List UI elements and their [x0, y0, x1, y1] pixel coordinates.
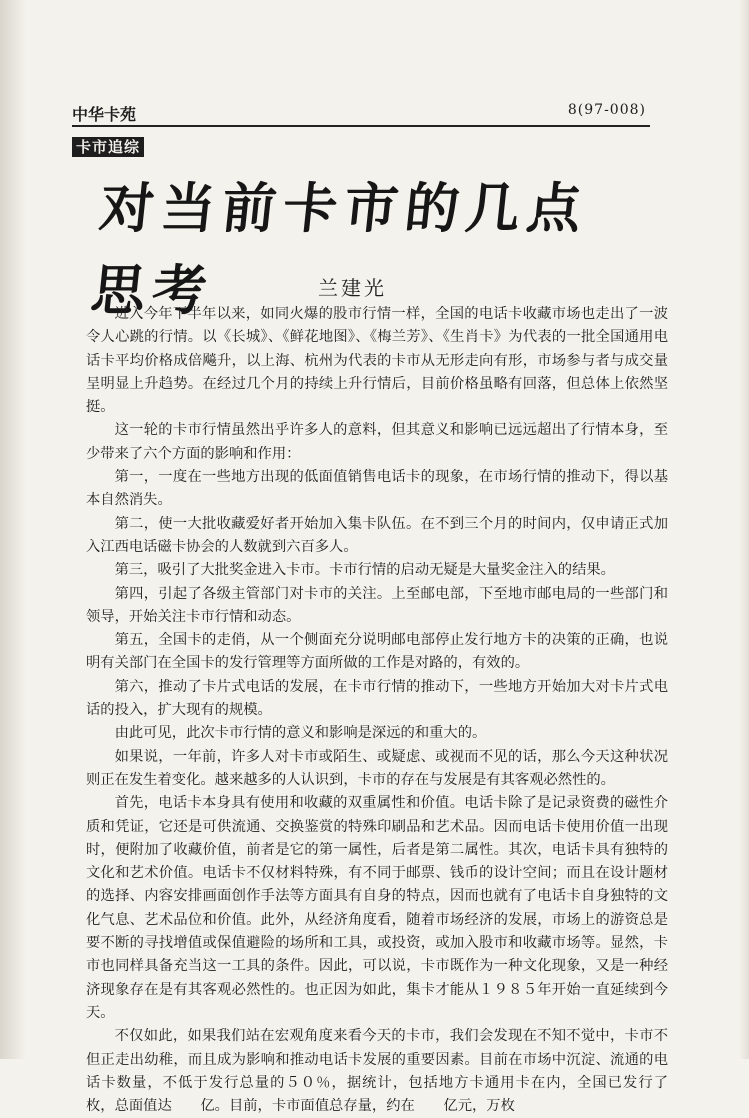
paragraph: 由此可见，此次卡市行情的意义和影响是深远的和重大的。 — [114, 725, 487, 742]
paragraph: 第五，全国卡的走俏，从一个侧面充分说明邮电部停止发行地方卡的决策的正确，也说明有关部门在全国卡的发行管理等方面所做的工作是对路的，有效的。 — [86, 632, 668, 672]
masthead — [72, 102, 652, 124]
article-author: 兰建光 — [318, 276, 387, 300]
paragraph: 第三，吸引了大批奖金进入卡市。卡市行情的启动无疑是大量奖金注入的结果。 — [114, 562, 615, 579]
page-edge-shadow — [0, 0, 26, 1059]
paragraph: 如果说，一年前，许多人对卡市或陌生、或疑虑、或视而不见的话，那么今天这种状况则正在发生着变化。越来越多的人认识到，卡市的存在与发展是有其客观必然性的。 — [86, 748, 668, 788]
paragraph: 不仅如此，如果我们站在宏观角度来看今天的卡市，我们会发现在不知不觉中，卡市不但正走出幼稚，而且成为影响和推动电话卡发展的重要因素。目前在市场中沉淀、流通的电话卡数量，不低于发行总量的５０％，据统计，包括地方卡通用卡在内，全国已发行了 枚，总面值达 亿。目前，卡市面值总存量，约在 亿元，万枚 — [86, 1028, 697, 1115]
header-rule — [72, 125, 650, 127]
article-title: 对当前卡市的几点思考 — [88, 177, 592, 322]
page-edge-shadow-right — [739, 0, 749, 1059]
paragraph: 第六，推动了卡片式电话的发展，在卡市行情的推动下，一些地方开始加大对卡片式电话的投入，扩大现有的规模。 — [86, 678, 668, 719]
paragraph: 第二，使一大批收藏爱好者开始加入集卡队伍。在不到三个月的时间内，仅申请正式加入江西电话磁卡协会的人数就到六百多人。 — [86, 515, 668, 555]
paragraph: 进入今年下半年以来，如同火爆的股市行情一样，全国的电话卡收藏市场也走出了一波令人心跳的行情。以《长城》、《鲜花地图》、《梅兰芳》、《生肖卡》为代表的一批全国通用电话卡平均价格成倍飚升，以上海、杭州为代表的卡市从无形走向有形，市场参与者与成交量呈明显上升趋势。在经过几个月的持续上升行情后，目前价格虽略有回落，但总体上依然坚挺。 — [86, 306, 668, 416]
issue-code: 8(97-008) — [567, 102, 646, 118]
section-tag: 卡市追综 — [72, 137, 144, 157]
paragraph: 首先，电话卡本身具有使用和收藏的双重属性和价值。电话卡除了是记录资费的磁性介质和凭证，它还是可供流通、交换鉴赏的特殊印刷品和艺术品。因而电话卡使用价值一出现时，便附加了收藏价值，前者是它的第一属性，后者是第二属性。其次，电话卡具有独特的文化和艺术价值。电话卡不仅材料特殊，有不同于邮票、钱币的设计空间；而且在设计题材的选择、内容安排画面创作手法等方面具有自身的特点，因而也就有了电话卡自身独特的文化气息、艺术品位和价值。此外，从经济角度看，随着市场经济的发展，市场上的游资总是要不断的寻找增值或保值避险的场所和工具，或投资，或加入股市和收藏市场等。显然，卡市也同样具备充当这一工具的条件。因此，可以说，卡市既作为一种文化现象，又是一种经济现象存在是有其客观必然性的。也正因为如此，集卡才能从１９８５年开始一直延续到今天。 — [86, 795, 668, 1021]
paragraph: 这一轮的卡市行情虽然出乎许多人的意料，但其意义和影响已远远超出了行情本身，至少带来了六个方面的影响和作用： — [86, 422, 668, 462]
article-body — [86, 303, 697, 1118]
publication-name: 中华卡苑 — [72, 105, 137, 124]
paragraph: 第一，一度在一些地方出现的低面值销售电话卡的现象，在市场行情的推动下，得以基本自然消失。 — [86, 469, 668, 509]
paragraph: 第四，引起了各级主管部门对卡市的关注。上至邮电部，下至地市邮电局的一些部门和领导，开始关注卡市行情和动态。 — [86, 585, 668, 625]
